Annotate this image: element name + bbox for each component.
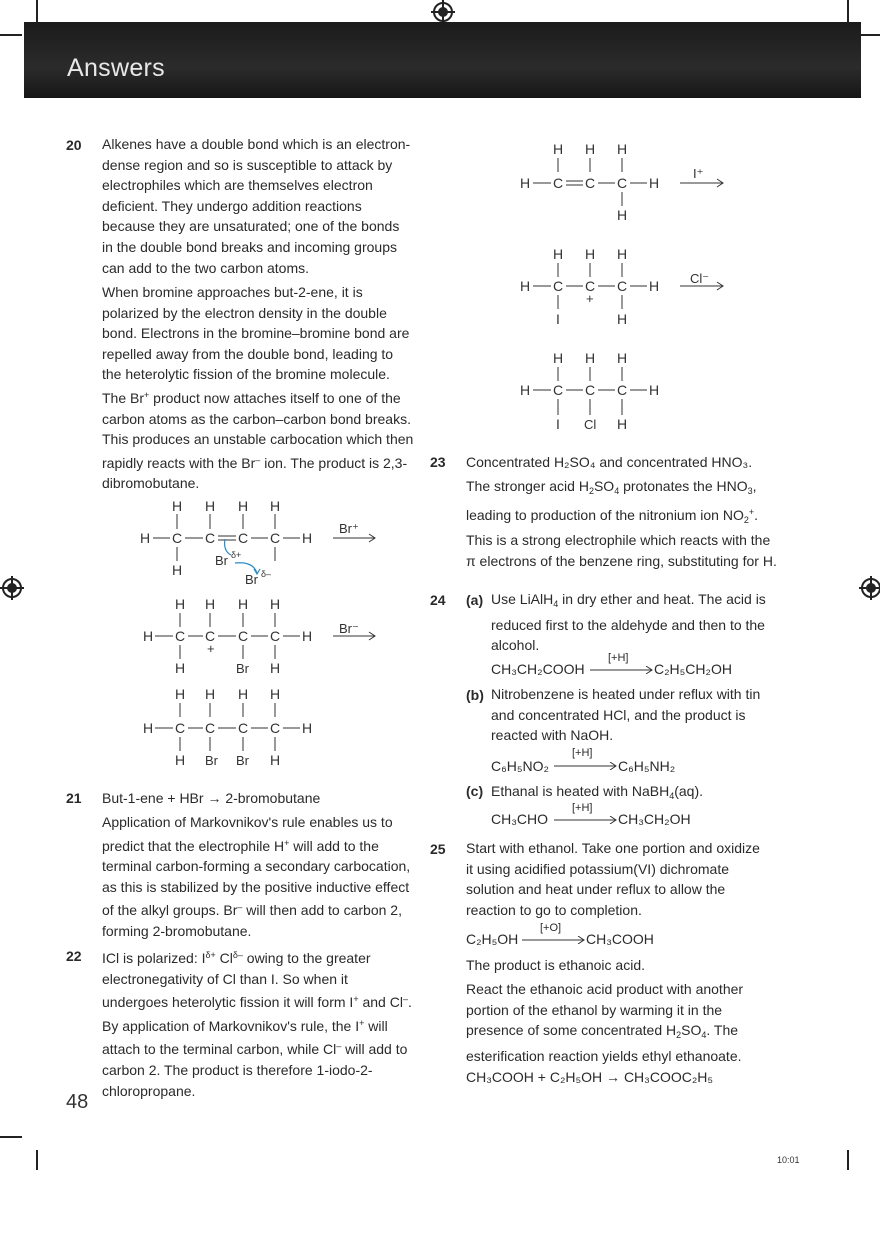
reaction-reactant: C₆H₅NO₂ bbox=[491, 758, 549, 774]
svg-text:H: H bbox=[205, 498, 216, 514]
svg-text:H: H bbox=[172, 562, 183, 578]
svg-text:H: H bbox=[175, 752, 186, 768]
svg-text:Cl: Cl bbox=[584, 417, 597, 432]
svg-text:H: H bbox=[649, 278, 660, 294]
question-number: 21 bbox=[66, 790, 82, 806]
part-label: (c) bbox=[466, 783, 484, 799]
svg-text:H: H bbox=[302, 720, 313, 736]
crop-mark-bottom-left-v bbox=[36, 1150, 38, 1170]
svg-text:C: C bbox=[205, 628, 216, 644]
reaction-condition: [+H] bbox=[608, 652, 629, 664]
svg-text:H: H bbox=[649, 175, 660, 191]
svg-text:H: H bbox=[617, 311, 628, 327]
answer-paragraph: Nitrobenzene is heated under reflux with tin and concentrated HCl, and the product is reacted with NaOH. bbox=[491, 686, 761, 744]
svg-text:H: H bbox=[585, 350, 596, 366]
question-number: 22 bbox=[66, 948, 82, 964]
answer-paragraph: When bromine approaches but-2-ene, it is polarized by the electron density in the double bond. Electrons in the bromine–bromine bond are repelled away from the double bond, leading to the heterolytic fission of the bromine molecule. The Br+ product now attaches itself to one of the carbon atoms as the carbon–carbon bond breaks. This produces an unstable carbocation which then rapidly reacts with the Br– ion. The product is 2,3-dibromobutane. bbox=[102, 284, 414, 492]
svg-text:C: C bbox=[553, 175, 564, 191]
question-number: 20 bbox=[66, 137, 82, 153]
svg-text:C: C bbox=[617, 382, 628, 398]
svg-text:δ+: δ+ bbox=[231, 550, 242, 560]
svg-text:C: C bbox=[585, 278, 596, 294]
answer-paragraph: Start with ethanol. Take one portion and oxidize it using acidified potassium(VI) dichromate solution and heat under reflux to allow the reaction to go to completion. bbox=[466, 840, 760, 918]
svg-text:I: I bbox=[556, 311, 560, 327]
answer-line: The product is ethanoic acid. bbox=[466, 957, 645, 973]
svg-text:C: C bbox=[553, 278, 564, 294]
registration-mark-icon bbox=[2, 578, 22, 598]
reaction-arrow-icon bbox=[554, 816, 618, 824]
reaction-reactant: C₂H₅OH bbox=[466, 931, 519, 947]
svg-text:H: H bbox=[175, 596, 186, 612]
svg-text:H: H bbox=[143, 720, 154, 736]
page-number: 48 bbox=[66, 1091, 89, 1113]
svg-text:H: H bbox=[238, 596, 249, 612]
svg-text:C: C bbox=[175, 628, 186, 644]
svg-text:C: C bbox=[238, 530, 249, 546]
svg-text:+: + bbox=[207, 641, 215, 656]
crop-mark-right-top bbox=[858, 34, 880, 36]
svg-text:H: H bbox=[617, 350, 628, 366]
answer-paragraph: Application of Markovnikov's rule enables us to predict that the electrophile H+ will add to the terminal carbon-forming a secondary carbocation, as this is stabilized by the positive inductive effect of the alkyl groups. Br– will then add to carbon 2, forming 2-bromobutane. bbox=[102, 814, 411, 939]
page-title: Answers bbox=[67, 54, 165, 82]
reagent-label: Cl⁻ bbox=[690, 271, 710, 286]
answer-paragraph: The stronger acid $H_2SO_4$ protonates the $HNO_3$, leading to production of the nitronium ion $NO_2^+$. This is a strong electrophile which reacts with the π electrons of the benzene ring, substituting for H. bbox=[466, 478, 777, 569]
answer-line: Ethanal is heated with NaBH$_4$(aq). bbox=[491, 783, 704, 801]
question-number: 23 bbox=[430, 454, 446, 470]
svg-text:H: H bbox=[175, 686, 186, 702]
svg-text:H: H bbox=[585, 246, 596, 262]
svg-text:C: C bbox=[175, 720, 186, 736]
svg-text:I: I bbox=[556, 416, 560, 432]
svg-text:H: H bbox=[270, 660, 281, 676]
svg-text:H: H bbox=[270, 498, 281, 514]
svg-text:C: C bbox=[172, 530, 183, 546]
svg-text:H: H bbox=[205, 596, 216, 612]
reaction-arrow-icon bbox=[554, 762, 618, 770]
svg-text:H: H bbox=[520, 278, 531, 294]
answer-paragraph: ICl is polarized: $I^{\delta+}$ $Cl^{\delta-}$ owing to the greater electronegativity of Cl than I. So when it undergoes heterolytic fission it will form I+ and Cl–. By application of Markovnikov's rule, the I+ will attach to the terminal carbon, while Cl– will add to carbon 2. The product is therefore 1-iodo-2-chloropropane. bbox=[102, 950, 412, 1099]
answer-paragraph: React the ethanoic acid product with another portion of the ethanol by warming it in the presence of some concentrated $H_2SO_4$. The esterification reaction yields ethyl ethanoate. bbox=[466, 981, 744, 1064]
answer-paragraph: Use LiAlH$_4$ in dry ether and heat. The acid is reduced first to the aldehyde and then to the alcohol. bbox=[491, 591, 766, 654]
svg-text:Br: Br bbox=[236, 661, 249, 676]
svg-text:H: H bbox=[238, 686, 249, 702]
svg-text:H: H bbox=[553, 141, 564, 157]
crop-mark-bottom-right-v bbox=[847, 1150, 849, 1170]
svg-text:H: H bbox=[553, 246, 564, 262]
question-number: 25 bbox=[430, 841, 446, 857]
svg-text:H: H bbox=[172, 498, 183, 514]
svg-text:H: H bbox=[302, 628, 313, 644]
svg-text:H: H bbox=[617, 141, 628, 157]
svg-text:C: C bbox=[238, 720, 249, 736]
svg-text:C: C bbox=[205, 720, 216, 736]
reagent-label: Br⁻ bbox=[339, 621, 359, 636]
answer-line: Concentrated H₂SO₄ and concentrated HNO₃. bbox=[466, 454, 753, 470]
svg-text:C: C bbox=[585, 382, 596, 398]
reagent-label: Br⁺ bbox=[339, 521, 359, 536]
svg-text:H: H bbox=[143, 628, 154, 644]
reaction-product: CH₃COOH bbox=[586, 931, 654, 947]
svg-text:+: + bbox=[586, 291, 594, 306]
svg-text:Br: Br bbox=[215, 553, 228, 568]
svg-text:H: H bbox=[270, 752, 281, 768]
svg-text:C: C bbox=[617, 278, 628, 294]
footer-timestamp: 10:01 bbox=[777, 1155, 800, 1165]
svg-text:H: H bbox=[238, 498, 249, 514]
reaction-arrow-icon bbox=[590, 666, 654, 674]
reaction-condition: [+H] bbox=[572, 747, 593, 759]
crop-mark-bottom-left bbox=[0, 1136, 22, 1138]
svg-text:δ–: δ– bbox=[261, 569, 272, 579]
but-2-ene-bromine-structure bbox=[135, 495, 395, 590]
reaction-condition: [+O] bbox=[540, 922, 562, 934]
propene-structure bbox=[515, 138, 745, 228]
svg-text:H: H bbox=[617, 416, 628, 432]
question-number: 24 bbox=[430, 592, 446, 608]
reaction-product: C₆H₅NH₂ bbox=[618, 758, 676, 774]
svg-text:C: C bbox=[553, 382, 564, 398]
svg-text:H: H bbox=[175, 660, 186, 676]
svg-text:C: C bbox=[238, 628, 249, 644]
reaction-condition: [+H] bbox=[572, 802, 593, 814]
iodo-carbocation-structure bbox=[515, 243, 745, 333]
svg-text:Br: Br bbox=[205, 753, 218, 768]
svg-text:C: C bbox=[270, 628, 281, 644]
part-label: (b) bbox=[466, 687, 484, 703]
reaction-reactant: CH₃CHO bbox=[491, 811, 549, 827]
svg-text:C: C bbox=[585, 175, 596, 191]
crop-mark-left-top bbox=[0, 34, 22, 36]
svg-text:C: C bbox=[205, 530, 216, 546]
crop-mark-top-right bbox=[847, 0, 849, 22]
reaction-equation: CH₃COOH + C₂H₅OH → CH₃COOC₂H₅ bbox=[466, 1069, 714, 1085]
svg-text:Br: Br bbox=[236, 753, 249, 768]
svg-text:C: C bbox=[270, 530, 281, 546]
svg-text:H: H bbox=[140, 530, 151, 546]
reaction-product: CH₃CH₂OH bbox=[618, 811, 691, 827]
reagent-label: I⁺ bbox=[693, 166, 704, 181]
svg-text:H: H bbox=[270, 596, 281, 612]
svg-text:H: H bbox=[520, 175, 531, 191]
svg-text:H: H bbox=[649, 382, 660, 398]
header-banner bbox=[24, 22, 861, 98]
reaction-product: C₂H₅CH₂OH bbox=[654, 661, 732, 677]
crop-mark-top-left bbox=[36, 0, 38, 22]
reaction-arrow-icon bbox=[522, 936, 586, 944]
svg-text:C: C bbox=[270, 720, 281, 736]
dibromobutane-structure bbox=[135, 683, 335, 768]
registration-mark-icon bbox=[861, 578, 880, 598]
svg-text:H: H bbox=[585, 141, 596, 157]
svg-text:H: H bbox=[270, 686, 281, 702]
carbocation-structure bbox=[135, 593, 395, 678]
svg-text:H: H bbox=[617, 246, 628, 262]
reaction-equation: But-1-ene + HBr → 2-bromobutane bbox=[102, 790, 321, 806]
iodo-chloropropane-structure bbox=[515, 347, 695, 437]
part-label: (a) bbox=[466, 592, 484, 608]
answer-paragraph: Alkenes have a double bond which is an electron-dense region and so is susceptible to attack by electrophiles which are themselves electron deficient. They undergo addition reactions because they are unsaturated; one of the bonds in the double bond breaks and incoming groups can add to the two carbon atoms. bbox=[102, 136, 411, 276]
svg-text:H: H bbox=[205, 686, 216, 702]
svg-text:C: C bbox=[617, 175, 628, 191]
svg-text:Br: Br bbox=[245, 572, 258, 587]
reaction-reactant: CH₃CH₂COOH bbox=[491, 661, 585, 677]
svg-text:H: H bbox=[520, 382, 531, 398]
svg-text:H: H bbox=[617, 207, 628, 223]
svg-text:H: H bbox=[553, 350, 564, 366]
svg-text:H: H bbox=[302, 530, 313, 546]
registration-mark-icon bbox=[433, 2, 453, 22]
